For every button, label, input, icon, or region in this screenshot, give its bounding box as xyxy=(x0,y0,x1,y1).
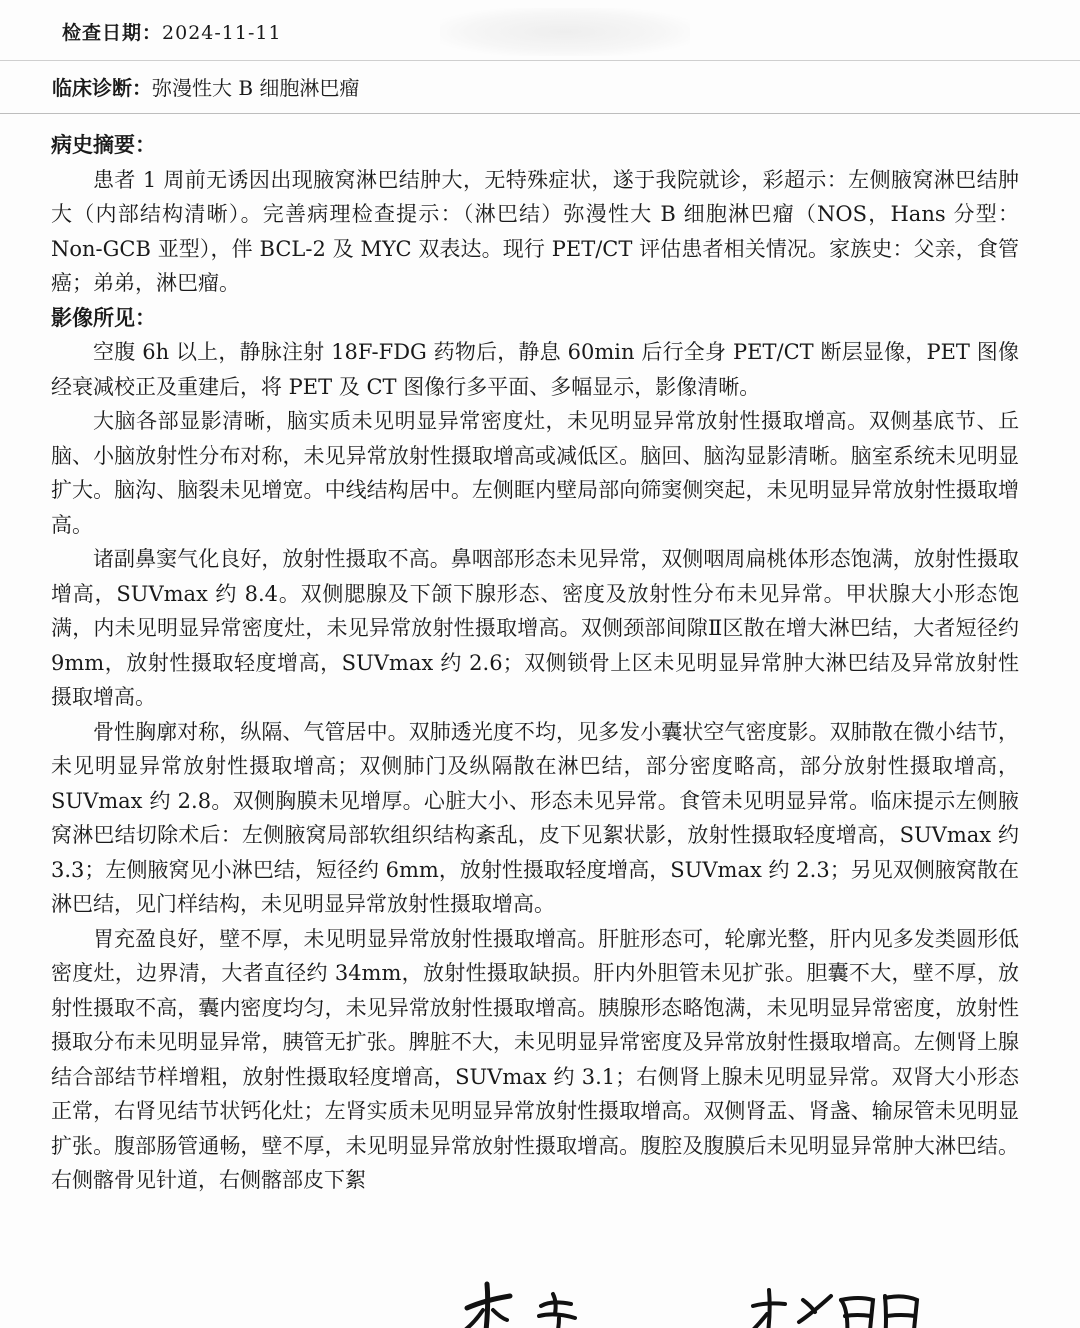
findings-paragraph-method: 空腹 6h 以上，静脉注射 18F-FDG 药物后，静息 60min 后行全身 PET/CT 断层显像，PET 图像经衰减校正及重建后，将 PET 及 CT 图像行多平面、多幅显示，影像清晰。 xyxy=(51,340,1019,399)
exam-date-value: 2024-11-11 xyxy=(162,22,282,44)
redacted-area xyxy=(440,8,690,56)
history-title: 病史摘要： xyxy=(51,132,156,157)
handwritten-signature-icon xyxy=(745,1270,925,1328)
findings-paragraph-abdomen: 胃充盈良好，壁不厚，未见明显异常放射性摄取增高。肝脏形态可，轮廓光整，肝内见多发类圆形低密度灶，边界清，大者直径约 34mm，放射性摄取缺损。肝内外胆管未见扩张。胆囊不大，壁不厚，放射性摄取不高，囊内密度均匀，未见异常放射性摄取增高。胰腺形态略饱满，未见明显异常密度，放射性摄取分布未见明显异常，胰管无扩张。脾脏不大，未见明显异常密度及异常放射性摄取增高。左侧肾上腺结合部结节样增粗，放射性摄取轻度增高，SUVmax 约 3.1；右侧肾上腺未见明显异常。双肾大小形态正常，右肾见结节状钙化灶；左肾实质未见明显异常放射性摄取增高。双侧肾盂、肾盏、输尿管未见明显扩张。腹部肠管通畅，壁不厚，未见明显异常放射性摄取增高。腹腔及腹膜后未见明显异常肿大淋巴结。右侧髂骨见针道，右侧髂部皮下絮 xyxy=(51,926,1019,1192)
diagnosis-label: 临床诊断： xyxy=(52,76,152,100)
report-body xyxy=(51,128,1019,1198)
findings-paragraph-brain: 大脑各部显影清晰，脑实质未见明显异常密度灶，未见明显异常放射性摄取增高。双侧基底节、丘脑、小脑放射性分布对称，未见异常放射性摄取增高或减低区。脑回、脑沟显影清晰。脑室系统未见明显扩大。脑沟、脑裂未见增宽。中线结构居中。左侧眶内壁局部向筛窦侧突起，未见明显异常放射性摄取增高。 xyxy=(51,409,1019,537)
findings-title: 影像所见： xyxy=(51,304,156,330)
handwritten-signature-icon xyxy=(455,1270,625,1328)
diagnosis-value: 弥漫性大 B 细胞淋巴瘤 xyxy=(152,76,360,100)
section-divider xyxy=(0,113,1080,114)
header-divider xyxy=(0,60,1080,61)
findings-paragraph-head-neck: 诸副鼻窦气化良好，放射性摄取不高。鼻咽部形态未见异常，双侧咽周扁桃体形态饱满，放射性摄取增高，SUVmax 约 8.4。双侧腮腺及下颌下腺形态、密度及放射性分布未见异常。甲状腺大小形态饱满，内未见明显异常密度灶，未见异常放射性摄取增高。双侧颈部间隙Ⅱ区散在增大淋巴结，大者短径约 9mm，放射性摄取轻度增高，SUVmax 约 2.6；双侧锁骨上区未见明显异常肿大淋巴结及异常放射性摄取增高。 xyxy=(51,547,1019,709)
findings-paragraph-chest: 骨性胸廓对称，纵隔、气管居中。双肺透光度不均，见多发小囊状空气密度影。双肺散在微小结节，未见明显异常放射性摄取增高；双侧肺门及纵隔散在淋巴结，部分密度略高，部分放射性摄取增高，SUVmax 约 2.8。双侧胸膜未见增厚。心脏大小、形态未见异常。食管未见明显异常。临床提示左侧腋窝淋巴结切除术后：左侧腋窝局部软组织结构紊乱，皮下见絮状影，放射性摄取轻度增高，SUVmax 约 3.3；左侧腋窝见小淋巴结，短径约 6mm，放射性摄取轻度增高，SUVmax 约 2.3；另见双侧腋窝散在淋巴结，见门样结构，未见明显异常放射性摄取增高。 xyxy=(51,719,1019,916)
clinical-diagnosis xyxy=(52,72,359,101)
history-paragraph: 患者 1 周前无诱因出现腋窝淋巴结肿大，无特殊症状，遂于我院就诊，彩超示：左侧腋窝淋巴结肿大（内部结构清晰）。完善病理检查提示：（淋巴结）弥漫性大 B 细胞淋巴瘤（NOS，Hans 分型：Non-GCB 亚型），伴 BCL-2 及 MYC 双表达。现行 PET/CT 评估患者相关情况。家族史：父亲，食管癌；弟弟，淋巴瘤。 xyxy=(51,167,1019,295)
exam-date xyxy=(62,18,282,45)
exam-date-label: 检查日期： xyxy=(62,22,163,44)
